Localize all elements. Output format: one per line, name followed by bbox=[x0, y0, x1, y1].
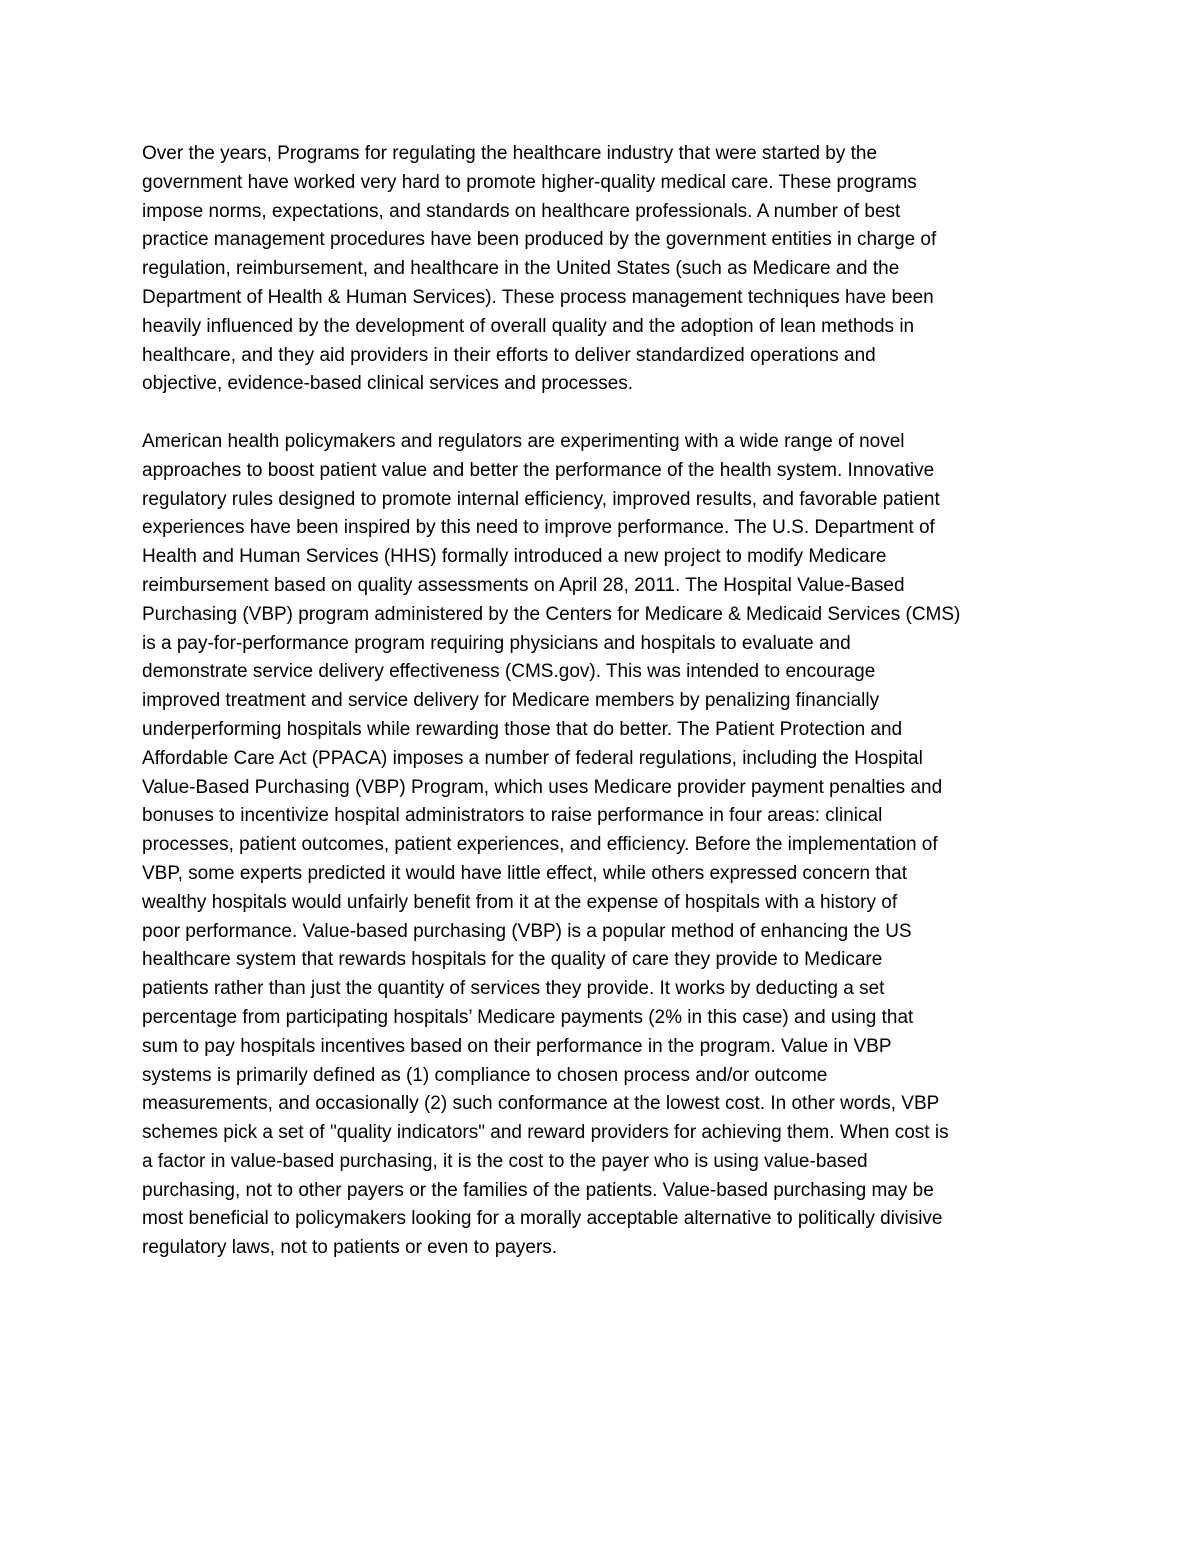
paragraph-line: American health policymakers and regulators are experimenting with a wide range of novel bbox=[142, 430, 905, 452]
paragraph-2 bbox=[142, 428, 1060, 1263]
paragraph-line: experiences have been inspired by this need to improve performance. The U.S. Department of bbox=[142, 517, 935, 539]
paragraph-line: Purchasing (VBP) program administered by the Centers for Medicare & Medicaid Services (CMS) bbox=[142, 603, 961, 625]
paragraph-line: objective, evidence-based clinical services and processes. bbox=[142, 373, 634, 395]
paragraph-line: a factor in value-based purchasing, it is the cost to the payer who is using value-based bbox=[142, 1150, 868, 1172]
paragraph-line: sum to pay hospitals incentives based on their performance in the program. Value in VBP bbox=[142, 1035, 892, 1057]
paragraph-line: measurements, and occasionally (2) such conformance at the lowest cost. In other words, VBP bbox=[142, 1093, 940, 1115]
paragraph-line: regulation, reimbursement, and healthcare in the United States (such as Medicare and the bbox=[142, 258, 900, 280]
paragraph-line: Over the years, Programs for regulating the healthcare industry that were started by the bbox=[142, 143, 878, 164]
paragraph-line: bonuses to incentivize hospital administrators to raise performance in four areas: clinical bbox=[142, 805, 883, 827]
paragraph-line: regulatory laws, not to patients or even to payers. bbox=[142, 1237, 558, 1259]
paragraph-line: healthcare system that rewards hospitals for the quality of care they provide to Medicare bbox=[142, 949, 883, 971]
paragraph-line: poor performance. Value-based purchasing (VBP) is a popular method of enhancing the US bbox=[142, 920, 912, 942]
paragraph-1 bbox=[142, 140, 1060, 399]
paragraph-line: healthcare, and they aid providers in their efforts to deliver standardized operations and bbox=[142, 344, 876, 366]
document-body bbox=[142, 140, 1060, 1263]
paragraph-line: Value-Based Purchasing (VBP) Program, which uses Medicare provider payment penalties and bbox=[142, 776, 943, 798]
paragraph-line: patients rather than just the quantity of services they provide. It works by deducting a set bbox=[142, 978, 885, 1000]
paragraph-line: schemes pick a set of "quality indicators" and reward providers for achieving them. When cost is bbox=[142, 1122, 949, 1144]
paragraph-line: underperforming hospitals while rewarding those that do better. The Patient Protection and bbox=[142, 718, 903, 740]
paragraph-line: government have worked very hard to promote higher-quality medical care. These programs bbox=[142, 171, 917, 193]
paragraph-line: Department of Health & Human Services). These process management techniques have been bbox=[142, 286, 934, 308]
paragraph-line: most beneficial to policymakers looking for a morally acceptable alternative to politically divisive bbox=[142, 1208, 943, 1230]
paragraph-line: VBP, some experts predicted it would have little effect, while others expressed concern that bbox=[142, 862, 907, 884]
paragraph-line: approaches to boost patient value and better the performance of the health system. Innovative bbox=[142, 459, 935, 481]
paragraph-line: impose norms, expectations, and standards on healthcare professionals. A number of best bbox=[142, 200, 901, 222]
paragraph-line: improved treatment and service delivery for Medicare members by penalizing financially bbox=[142, 690, 880, 712]
paragraph-line: Health and Human Services (HHS) formally introduced a new project to modify Medicare bbox=[142, 546, 887, 568]
paragraph-line: percentage from participating hospitals’ Medicare payments (2% in this case) and using that bbox=[142, 1006, 914, 1028]
paragraph-line: systems is primarily defined as (1) compliance to chosen process and/or outcome bbox=[142, 1064, 828, 1086]
paragraph-line: is a pay-for-performance program requiring physicians and hospitals to evaluate and bbox=[142, 632, 851, 654]
paragraph-line: purchasing, not to other payers or the families of the patients. Value-based purchasing may be bbox=[142, 1179, 934, 1201]
paragraph-line: processes, patient outcomes, patient experiences, and efficiency. Before the implementation of bbox=[142, 834, 938, 856]
paragraph-line: wealthy hospitals would unfairly benefit from it at the expense of hospitals with a history of bbox=[142, 891, 898, 913]
paragraph-line: heavily influenced by the development of overall quality and the adoption of lean methods in bbox=[142, 315, 915, 337]
paragraph-line: Affordable Care Act (PPACA) imposes a number of federal regulations, including the Hospital bbox=[142, 747, 923, 769]
paragraph-line: reimbursement based on quality assessments on April 28, 2011. The Hospital Value-Based bbox=[142, 574, 905, 596]
paragraph-spacer bbox=[142, 399, 1060, 428]
paragraph-line: demonstrate service delivery effectiveness (CMS.gov). This was intended to encourage bbox=[142, 661, 876, 683]
paragraph-line: practice management procedures have been produced by the government entities in charge of bbox=[142, 229, 937, 251]
paragraph-line: regulatory rules designed to promote internal efficiency, improved results, and favorable patient bbox=[142, 488, 940, 510]
